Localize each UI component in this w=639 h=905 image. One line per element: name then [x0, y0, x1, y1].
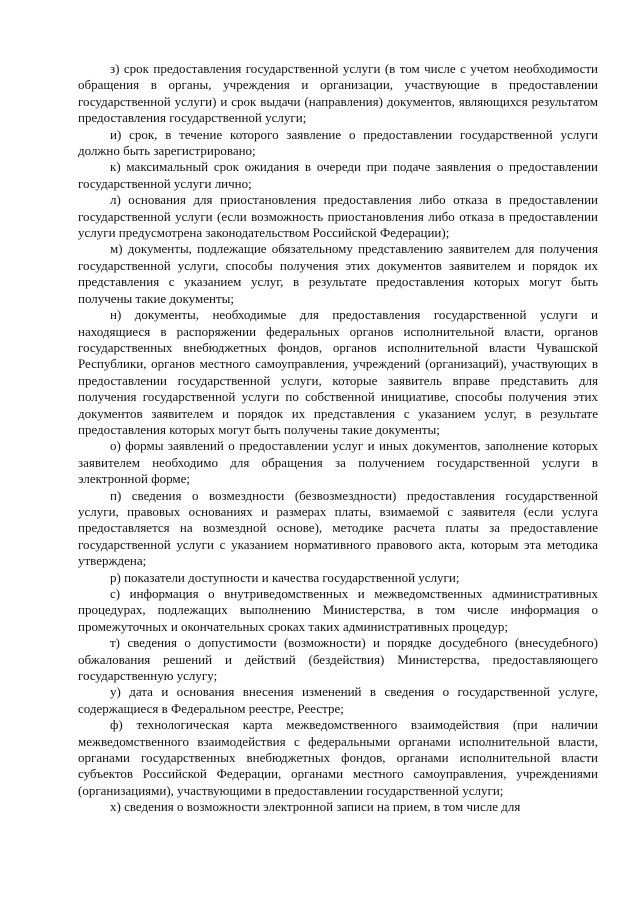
paragraph-u: у) дата и основания внесения изменений в сведения о государственной услуге, содержащиеся в Федеральном реестре, Реестре;: [78, 684, 598, 716]
paragraph-i: и) срок, в течение которого заявление о предоставлении государственной услуги должно быть зарегистрировано;: [78, 126, 598, 159]
paragraph-t: т) сведения о допустимости (возможности) и порядке досудебного (внесудебного) обжалования решений и действий (бездействия) Министерства, предоставляющего государственную услугу;: [78, 635, 598, 684]
document-body: [78, 61, 598, 816]
paragraph-p: п) сведения о возмездности (безвозмездности) предоставления государственной услуги, правовых основаниях и размерах платы, взимаемой с заявителя (если услуга предоставляется на возмездной основе), методике расчета платы за предоставление государственной услуги с указанием нормативного правового акта, которым эта методика утверждена;: [78, 487, 598, 569]
paragraph-n: н) документы, необходимые для предоставления государственной услуги и находящиеся в распоряжении федеральных органов исполнительной власти, органов государственных внебюджетных фондов, органов исполнительной власти Чувашской Республики, органов местного самоуправления, учреждений (организаций), участвующих в предоставлении государственной услуги, которые заявитель вправе представить для получения государственной услуги по собственной инициативе, способы получения этих документов заявителем и порядок их представления с указанием услуг, в результате предоставления которых могут быть получены такие документы;: [78, 307, 598, 437]
paragraph-z: з) срок предоставления государственной услуги (в том числе с учетом необходимости обращения в органы, учреждения и организации, участвующие в предоставлении государственной услуги) и срок выдачи (направления) документов, являющихся результатом предоставления государственной услуги;: [78, 61, 598, 126]
paragraph-f: ф) технологическая карта межведомственного взаимодействия (при наличии межведомственного взаимодействия с федеральными органами исполнительной власти, органами государственных внебюджетных фондов, органами исполнительной власти субъектов Российской Федерации, органами местного самоуправления, учреждениями (организациями), участвующими в предоставлении государственной услуги;: [78, 717, 598, 798]
paragraph-r: р) показатели доступности и качества государственной услуги;: [110, 569, 460, 585]
paragraph-kh: х) сведения о возможности электронной записи на прием, в том числе для: [110, 799, 521, 815]
paragraph-s: с) информация о внутриведомственных и межведомственных административных процедурах, подлежащих выполнению Министерства, в том числе информация о промежуточных и окончательных сроках таких административных процедур;: [78, 586, 598, 634]
paragraph-o: о) формы заявлений о предоставлении услуг и иных документов, заполнение которых заявителем необходимо для обращения за получением государственной услуги в электронной форме;: [78, 438, 598, 487]
paragraph-m: м) документы, подлежащие обязательному представлению заявителем для получения государственной услуги, способы получения этих документов заявителем и порядок их представления с указанием услуг, в результате предоставления которых могут быть получены такие документы;: [78, 241, 598, 306]
paragraph-k: к) максимальный срок ожидания в очереди при подаче заявления о предоставлении государственной услуги лично;: [78, 159, 598, 191]
paragraph-l: л) основания для приостановления предоставления либо отказа в предоставлении государственной услуги (если возможность приостановления либо отказа в предоставлении услуги предусмотрена законодательством Российской Федерации);: [78, 192, 598, 241]
